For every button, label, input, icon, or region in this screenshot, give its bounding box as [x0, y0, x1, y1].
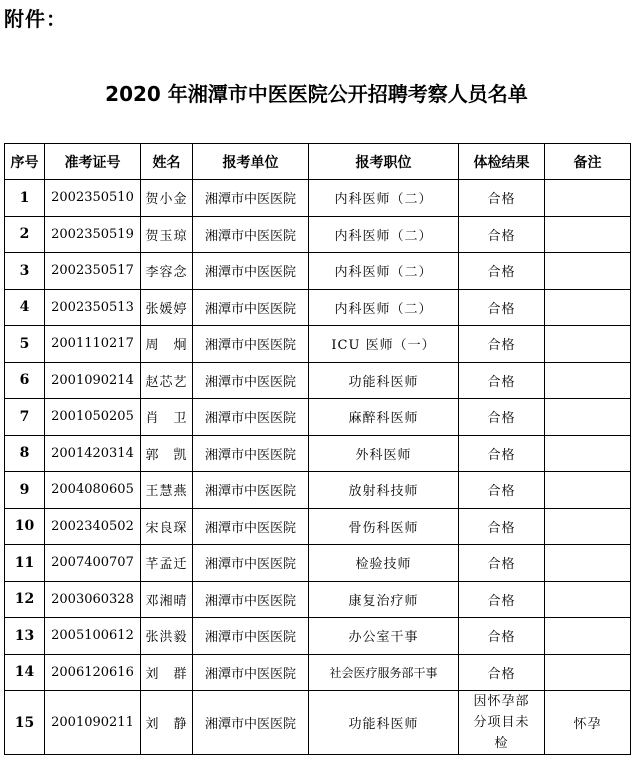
cell-no: 4 [5, 289, 45, 326]
cell-note [545, 654, 631, 691]
header-exam-id: 准考证号 [45, 144, 141, 180]
cell-name: 周 炯 [141, 326, 193, 363]
cell-name: 李容念 [141, 253, 193, 290]
table-row [5, 399, 631, 436]
cell-exam-id: 2006120616 [45, 654, 141, 691]
cell-result: 合格 [459, 581, 545, 618]
cell-note [545, 581, 631, 618]
table-row [5, 435, 631, 472]
cell-name: 肖 卫 [141, 399, 193, 436]
cell-result: 合格 [459, 253, 545, 290]
header-no: 序号 [5, 144, 45, 180]
table-row [5, 545, 631, 582]
cell-position: 麻醉科医师 [309, 399, 459, 436]
cell-result: 合格 [459, 326, 545, 363]
cell-result: 因怀孕部分项目未检 [459, 691, 545, 755]
cell-no: 7 [5, 399, 45, 436]
table-row [5, 691, 631, 755]
cell-result: 合格 [459, 289, 545, 326]
cell-exam-id: 2001110217 [45, 326, 141, 363]
cell-no: 6 [5, 362, 45, 399]
cell-note [545, 180, 631, 217]
cell-name: 芊孟迁 [141, 545, 193, 582]
cell-unit: 湘潭市中医医院 [193, 216, 309, 253]
table-row [5, 289, 631, 326]
table-row [5, 581, 631, 618]
cell-result: 合格 [459, 545, 545, 582]
cell-name: 郭 凯 [141, 435, 193, 472]
header-unit: 报考单位 [193, 144, 309, 180]
cell-no: 3 [5, 253, 45, 290]
attachment-label: 附件： [4, 7, 67, 31]
cell-exam-id: 2002350519 [45, 216, 141, 253]
cell-position: ICU 医师（一） [309, 326, 459, 363]
cell-no: 8 [5, 435, 45, 472]
cell-unit: 湘潭市中医医院 [193, 289, 309, 326]
header-name: 姓名 [141, 144, 193, 180]
cell-exam-id: 2003060328 [45, 581, 141, 618]
cell-position: 社会医疗服务部干事 [309, 654, 459, 691]
cell-name: 邓湘晴 [141, 581, 193, 618]
cell-no: 2 [5, 216, 45, 253]
cell-no: 13 [5, 618, 45, 655]
cell-unit: 湘潭市中医医院 [193, 180, 309, 217]
cell-result: 合格 [459, 618, 545, 655]
cell-unit: 湘潭市中医医院 [193, 545, 309, 582]
cell-exam-id: 2004080605 [45, 472, 141, 509]
cell-exam-id: 2002350513 [45, 289, 141, 326]
cell-no: 5 [5, 326, 45, 363]
cell-unit: 湘潭市中医医院 [193, 435, 309, 472]
cell-position: 内科医师（二） [309, 216, 459, 253]
cell-unit: 湘潭市中医医院 [193, 362, 309, 399]
cell-exam-id: 2001050205 [45, 399, 141, 436]
cell-position: 功能科医师 [309, 691, 459, 755]
cell-no: 10 [5, 508, 45, 545]
cell-exam-id: 2002350510 [45, 180, 141, 217]
cell-note [545, 545, 631, 582]
cell-result: 合格 [459, 216, 545, 253]
table-row [5, 326, 631, 363]
cell-position: 功能科医师 [309, 362, 459, 399]
cell-name: 王慧燕 [141, 472, 193, 509]
candidate-table [4, 143, 631, 755]
cell-note [545, 289, 631, 326]
cell-note [545, 216, 631, 253]
table-header-row [5, 144, 631, 180]
table-row [5, 216, 631, 253]
cell-no: 15 [5, 691, 45, 755]
cell-unit: 湘潭市中医医院 [193, 399, 309, 436]
cell-exam-id: 2001090211 [45, 691, 141, 755]
table-row [5, 618, 631, 655]
cell-note [545, 326, 631, 363]
cell-result: 合格 [459, 435, 545, 472]
cell-exam-id: 2005100612 [45, 618, 141, 655]
cell-note [545, 362, 631, 399]
cell-name: 张洪毅 [141, 618, 193, 655]
cell-name: 宋良琛 [141, 508, 193, 545]
cell-unit: 湘潭市中医医院 [193, 508, 309, 545]
header-note: 备注 [545, 144, 631, 180]
cell-no: 9 [5, 472, 45, 509]
cell-no: 14 [5, 654, 45, 691]
cell-name: 贺小金 [141, 180, 193, 217]
cell-position: 内科医师（二） [309, 253, 459, 290]
cell-name: 贺玉琼 [141, 216, 193, 253]
cell-result: 合格 [459, 508, 545, 545]
cell-no: 1 [5, 180, 45, 217]
cell-no: 11 [5, 545, 45, 582]
header-result: 体检结果 [459, 144, 545, 180]
cell-position: 办公室干事 [309, 618, 459, 655]
cell-result: 合格 [459, 472, 545, 509]
cell-result: 合格 [459, 180, 545, 217]
cell-exam-id: 2002350517 [45, 253, 141, 290]
cell-position: 内科医师（二） [309, 289, 459, 326]
table-row [5, 654, 631, 691]
table-row [5, 362, 631, 399]
cell-unit: 湘潭市中医医院 [193, 654, 309, 691]
cell-exam-id: 2002340502 [45, 508, 141, 545]
cell-result: 合格 [459, 399, 545, 436]
table-body [5, 180, 631, 755]
cell-note [545, 472, 631, 509]
cell-note [545, 399, 631, 436]
cell-name: 刘 静 [141, 691, 193, 755]
cell-exam-id: 2001090214 [45, 362, 141, 399]
cell-exam-id: 2007400707 [45, 545, 141, 582]
cell-name: 张媛婷 [141, 289, 193, 326]
document-title: 2020 年湘潭市中医医院公开招聘考察人员名单 [105, 82, 528, 106]
table-row [5, 508, 631, 545]
table-row [5, 472, 631, 509]
cell-result: 合格 [459, 654, 545, 691]
cell-position: 外科医师 [309, 435, 459, 472]
cell-name: 赵芯艺 [141, 362, 193, 399]
cell-name: 刘 群 [141, 654, 193, 691]
cell-unit: 湘潭市中医医院 [193, 691, 309, 755]
cell-note [545, 435, 631, 472]
cell-position: 骨伤科医师 [309, 508, 459, 545]
cell-unit: 湘潭市中医医院 [193, 326, 309, 363]
cell-unit: 湘潭市中医医院 [193, 581, 309, 618]
cell-result: 合格 [459, 362, 545, 399]
cell-position: 内科医师（二） [309, 180, 459, 217]
table-row [5, 180, 631, 217]
header-position: 报考职位 [309, 144, 459, 180]
cell-position: 康复治疗师 [309, 581, 459, 618]
cell-unit: 湘潭市中医医院 [193, 253, 309, 290]
cell-note [545, 618, 631, 655]
cell-note [545, 508, 631, 545]
cell-note: 怀孕 [545, 691, 631, 755]
cell-exam-id: 2001420314 [45, 435, 141, 472]
cell-unit: 湘潭市中医医院 [193, 618, 309, 655]
cell-position: 检验技师 [309, 545, 459, 582]
cell-unit: 湘潭市中医医院 [193, 472, 309, 509]
cell-position: 放射科技师 [309, 472, 459, 509]
cell-no: 12 [5, 581, 45, 618]
table-row [5, 253, 631, 290]
cell-note [545, 253, 631, 290]
